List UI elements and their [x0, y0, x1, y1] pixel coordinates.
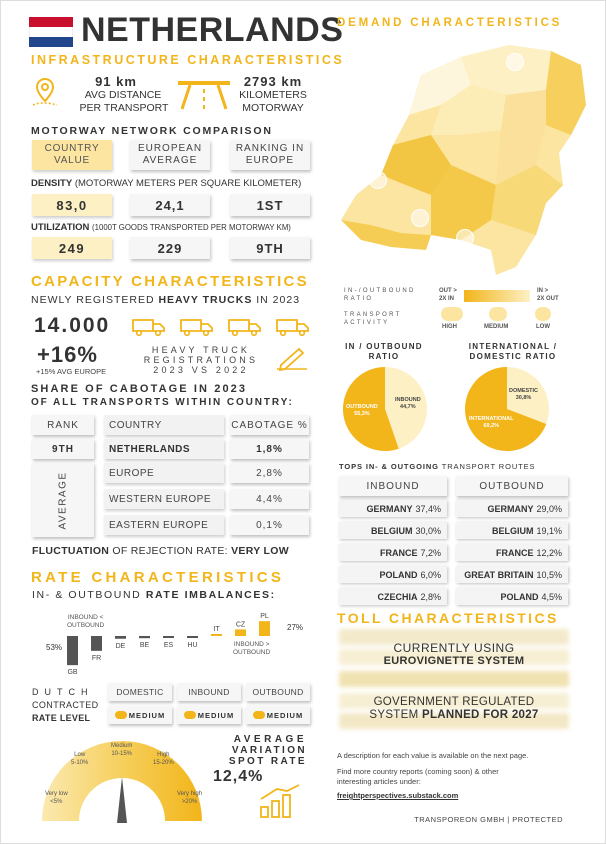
average-label: AVERAGE — [32, 463, 94, 537]
outbound-routes-header: OUTBOUND — [456, 476, 568, 496]
rate-tick-de: DE — [115, 642, 126, 650]
routes-title: TOPS IN- & OUTGOING TRANSPORT ROUTES — [339, 462, 536, 471]
density-ranking: 1ST — [230, 194, 310, 216]
coins-icon — [253, 711, 265, 719]
avg-europe-name: EUROPE — [104, 463, 224, 483]
motorway-road-icon — [176, 75, 232, 111]
avg-western-name: WESTERN EUROPE — [104, 489, 224, 509]
route-row — [339, 544, 447, 561]
location-pin-icon — [31, 75, 63, 109]
density-country-value: 83,0 — [32, 194, 112, 216]
rate-col-inbound: INBOUND — [177, 683, 241, 701]
utilization-ranking: 9TH — [230, 237, 310, 259]
avg-europe-value: 2,8% — [230, 463, 309, 483]
rate-tick-gb: GB — [67, 669, 78, 677]
map-activity-marker — [506, 53, 524, 71]
gauge-very-low: Very low <5% — [45, 791, 68, 805]
growth-note: +15% AVG EUROPE — [36, 367, 107, 376]
demand-title: DEMAND CHARACTERISTICS — [337, 17, 563, 29]
route-share: 30,0% — [415, 525, 441, 536]
footer-more: Find more country reports (coming soon) & other interesting articles under: — [337, 767, 499, 786]
rate-title: RATE CHARACTERISTICS — [31, 569, 285, 586]
truck-icon — [179, 317, 215, 337]
page-title: NETHERLANDS — [81, 11, 344, 49]
coins-icon — [184, 711, 196, 719]
avg-eastern-value: 0,1% — [230, 515, 309, 535]
rate-col-outbound: OUTBOUND — [246, 683, 310, 701]
route-row — [456, 588, 568, 605]
pie1-outbound-label: OUTBOUND 55,3% — [346, 404, 378, 417]
truck-icon — [227, 317, 263, 337]
route-share: 29,0% — [536, 503, 562, 514]
capacity-subtitle: NEWLY REGISTERED HEAVY TRUCKS IN 2023 — [31, 294, 301, 306]
gb-value-label: 53% — [46, 643, 63, 652]
route-share: 37,4% — [415, 503, 441, 514]
route-country: POLAND — [379, 569, 418, 580]
cabotage-header: CABOTAGE % — [230, 415, 309, 435]
route-country: BELGIUM — [491, 525, 534, 536]
country-cabotage-value: 1,8% — [230, 439, 309, 459]
route-share: 4,5% — [541, 591, 562, 602]
footer-description: A description for each value is available on the next page. — [337, 751, 529, 760]
route-row — [339, 588, 447, 605]
truck-icon — [275, 317, 311, 337]
column-country-value: COUNTRY VALUE — [32, 140, 112, 170]
route-share: 7,2% — [420, 547, 441, 558]
gauge-medium: Medium 10-15% — [111, 743, 133, 757]
avg-distance-label: AVG DISTANCE — [84, 89, 162, 101]
rate-col-domestic: DOMESTIC — [108, 683, 172, 701]
truck-icon — [131, 317, 167, 337]
column-ranking-europe: RANKING IN EUROPE — [230, 140, 310, 170]
trucks-value: 14.000 — [34, 314, 111, 337]
route-row — [456, 566, 568, 583]
utilization-european-average: 229 — [130, 237, 210, 259]
route-country: FRANCE — [379, 547, 418, 558]
motorway-km-label-2: MOTORWAY — [242, 102, 304, 114]
legend-activity-label: TRANSPORT ACTIVITY — [344, 312, 402, 326]
rate-bar-es — [163, 636, 174, 638]
rate-bar-fr — [91, 636, 102, 651]
rate-bar-pl — [259, 621, 270, 636]
route-share: 12,2% — [536, 547, 562, 558]
route-row — [456, 544, 568, 561]
route-share: 19,1% — [536, 525, 562, 536]
registrations-label: HEAVY TRUCK REGISTRATIONS 2023 VS 2022 — [143, 345, 259, 375]
gauge-high: High 15-20% — [153, 752, 174, 766]
rate-val-inbound: MEDIUM — [177, 706, 241, 724]
rate-bar-cz — [235, 629, 246, 636]
pie1-inbound-label: INBOUND 44,7% — [395, 397, 421, 410]
density-label: DENSITY (MOTORWAY METERS PER SQUARE KILOMETER) — [31, 178, 302, 189]
dutch-rate-label: DUTCH CONTRACTED RATE LEVEL — [32, 687, 99, 723]
utilization-label: UTILIZATION (1000T GOODS TRANSPORTED PER MOTORWAY KM) — [31, 222, 291, 233]
country-header: COUNTRY — [104, 415, 224, 435]
route-share: 6,0% — [420, 569, 441, 580]
motorway-km-label: KILOMETERS — [239, 89, 307, 101]
activity-low-icon — [535, 307, 551, 321]
rate-bar-hu — [187, 636, 198, 638]
route-country: GERMANY — [487, 503, 534, 514]
fluctuation-line: FLUCTUATION OF REJECTION RATE: VERY LOW — [32, 545, 289, 557]
gauge-very-high: Very high >20% — [177, 791, 203, 805]
route-row — [456, 500, 568, 517]
variation-label: AVERAGE VARIATION SPOT RATE — [228, 734, 307, 767]
column-european-average: EUROPEAN AVERAGE — [130, 140, 210, 170]
route-share: 10,5% — [536, 569, 562, 580]
utilization-country-value: 249 — [32, 237, 112, 259]
map-activity-marker — [411, 209, 429, 227]
footer-company: TRANSPOREON GMBH | PROTECTED — [414, 815, 563, 824]
cabotage-title: SHARE OF CABOTAGE IN 2023 — [31, 383, 248, 395]
cabotage-subtitle: OF ALL TRANSPORTS WITHIN COUNTRY: — [31, 397, 294, 408]
rate-tick-pl: PL — [260, 613, 269, 621]
legend-gradient-bar — [464, 290, 530, 302]
legend-out-label: OUT > 2X IN — [439, 288, 457, 302]
inbound-routes-header: INBOUND — [339, 476, 447, 496]
rate-tick-cz: CZ — [235, 621, 246, 629]
toll-title: TOLL CHARACTERISTICS — [337, 610, 559, 626]
rate-bar-it — [211, 634, 222, 636]
inbound-less-label: INBOUND < OUTBOUND — [67, 614, 105, 629]
rate-tick-hu: HU — [187, 642, 198, 649]
toll-planned-line2: SYSTEM PLANNED FOR 2027 — [369, 709, 539, 721]
activity-medium-icon — [489, 307, 507, 321]
netherlands-flag-icon — [29, 17, 73, 47]
route-country: FRANCE — [495, 547, 534, 558]
rank-header: RANK — [32, 415, 94, 435]
map-activity-marker — [456, 229, 474, 247]
pl-value-label: 27% — [287, 623, 304, 632]
variation-value: 12,4% — [213, 768, 264, 785]
inbound-more-label: INBOUND > OUTBOUND — [233, 641, 271, 656]
activity-medium-label: MEDIUM — [484, 324, 509, 330]
pie2-international-label: INTERNATIONAL 69,2% — [469, 416, 514, 429]
toll-blurred-row — [339, 671, 569, 687]
rate-bar-gb — [67, 636, 78, 665]
pencil-chart-icon — [275, 345, 309, 371]
route-row — [339, 522, 447, 539]
pie2-title: INTERNATIONAL / DOMESTIC RATIO — [468, 342, 558, 361]
route-row — [456, 522, 568, 539]
avg-western-value: 4,4% — [230, 489, 309, 509]
capacity-title: CAPACITY CHARACTERISTICS — [31, 273, 309, 290]
rate-val-outbound: MEDIUM — [246, 706, 310, 724]
coins-icon — [115, 711, 127, 719]
legend-ratio-label: IN-/OUTBOUND RATIO — [344, 288, 416, 302]
pie1-title: IN / OUTBOUND RATIO — [345, 342, 423, 361]
route-country: POLAND — [500, 591, 539, 602]
pie2-domestic-label: DOMESTIC 30,8% — [509, 388, 539, 401]
rate-bar-be — [139, 636, 150, 638]
avg-distance-label-2: PER TRANSPORT — [79, 102, 169, 114]
map-activity-marker — [369, 171, 387, 189]
toll-current-line1: CURRENTLY USING — [393, 641, 515, 655]
rate-subtitle: IN- & OUTBOUND RATE IMBALANCES: — [32, 589, 276, 601]
rate-bar-de — [115, 636, 126, 639]
route-country: GERMANY — [366, 503, 413, 514]
motorway-km-value: 2793 km — [243, 74, 303, 89]
growth-value: +16% — [37, 342, 98, 367]
toll-current-line2: EUROVIGNETTE SYSTEM — [383, 655, 525, 667]
international-domestic-pie — [463, 365, 551, 453]
comparison-title: MOTORWAY NETWORK COMPARISON — [31, 125, 273, 137]
density-european-average: 24,1 — [130, 194, 210, 216]
avg-distance-value: 91 km — [95, 74, 137, 89]
gauge-low: Low 5-10% — [71, 752, 89, 766]
rate-val-domestic: MEDIUM — [108, 706, 172, 724]
rate-tick-es: ES — [163, 642, 174, 649]
rate-tick-be: BE — [139, 642, 150, 650]
bar-growth-icon — [257, 783, 303, 819]
route-country: BELGIUM — [370, 525, 413, 536]
trucks-row — [131, 317, 321, 337]
route-country: CZECHIA — [377, 591, 418, 602]
rate-imbalance-chart — [61, 601, 291, 681]
country-name: NETHERLANDS — [104, 439, 224, 459]
infrastructure-title: INFRASTRUCTURE CHARACTERISTICS — [31, 53, 345, 67]
legend-in-label: IN > 2X OUT — [537, 288, 559, 302]
activity-high-icon — [441, 307, 463, 321]
avg-eastern-name: EASTERN EUROPE — [104, 515, 224, 535]
route-row — [339, 500, 447, 517]
activity-low-label: LOW — [536, 324, 550, 330]
activity-high-label: HIGH — [442, 324, 457, 330]
route-country: GREAT BRITAIN — [464, 569, 534, 580]
rate-tick-fr: FR — [91, 654, 102, 662]
rate-tick-it: IT — [213, 626, 220, 633]
toll-planned-line1: GOVERNMENT REGULATED — [373, 696, 535, 708]
route-share: 2,8% — [420, 591, 441, 602]
footer-link[interactable]: freightperspectives.substack.com — [337, 791, 459, 800]
rank-value: 9TH — [32, 439, 94, 459]
route-row — [339, 566, 447, 583]
